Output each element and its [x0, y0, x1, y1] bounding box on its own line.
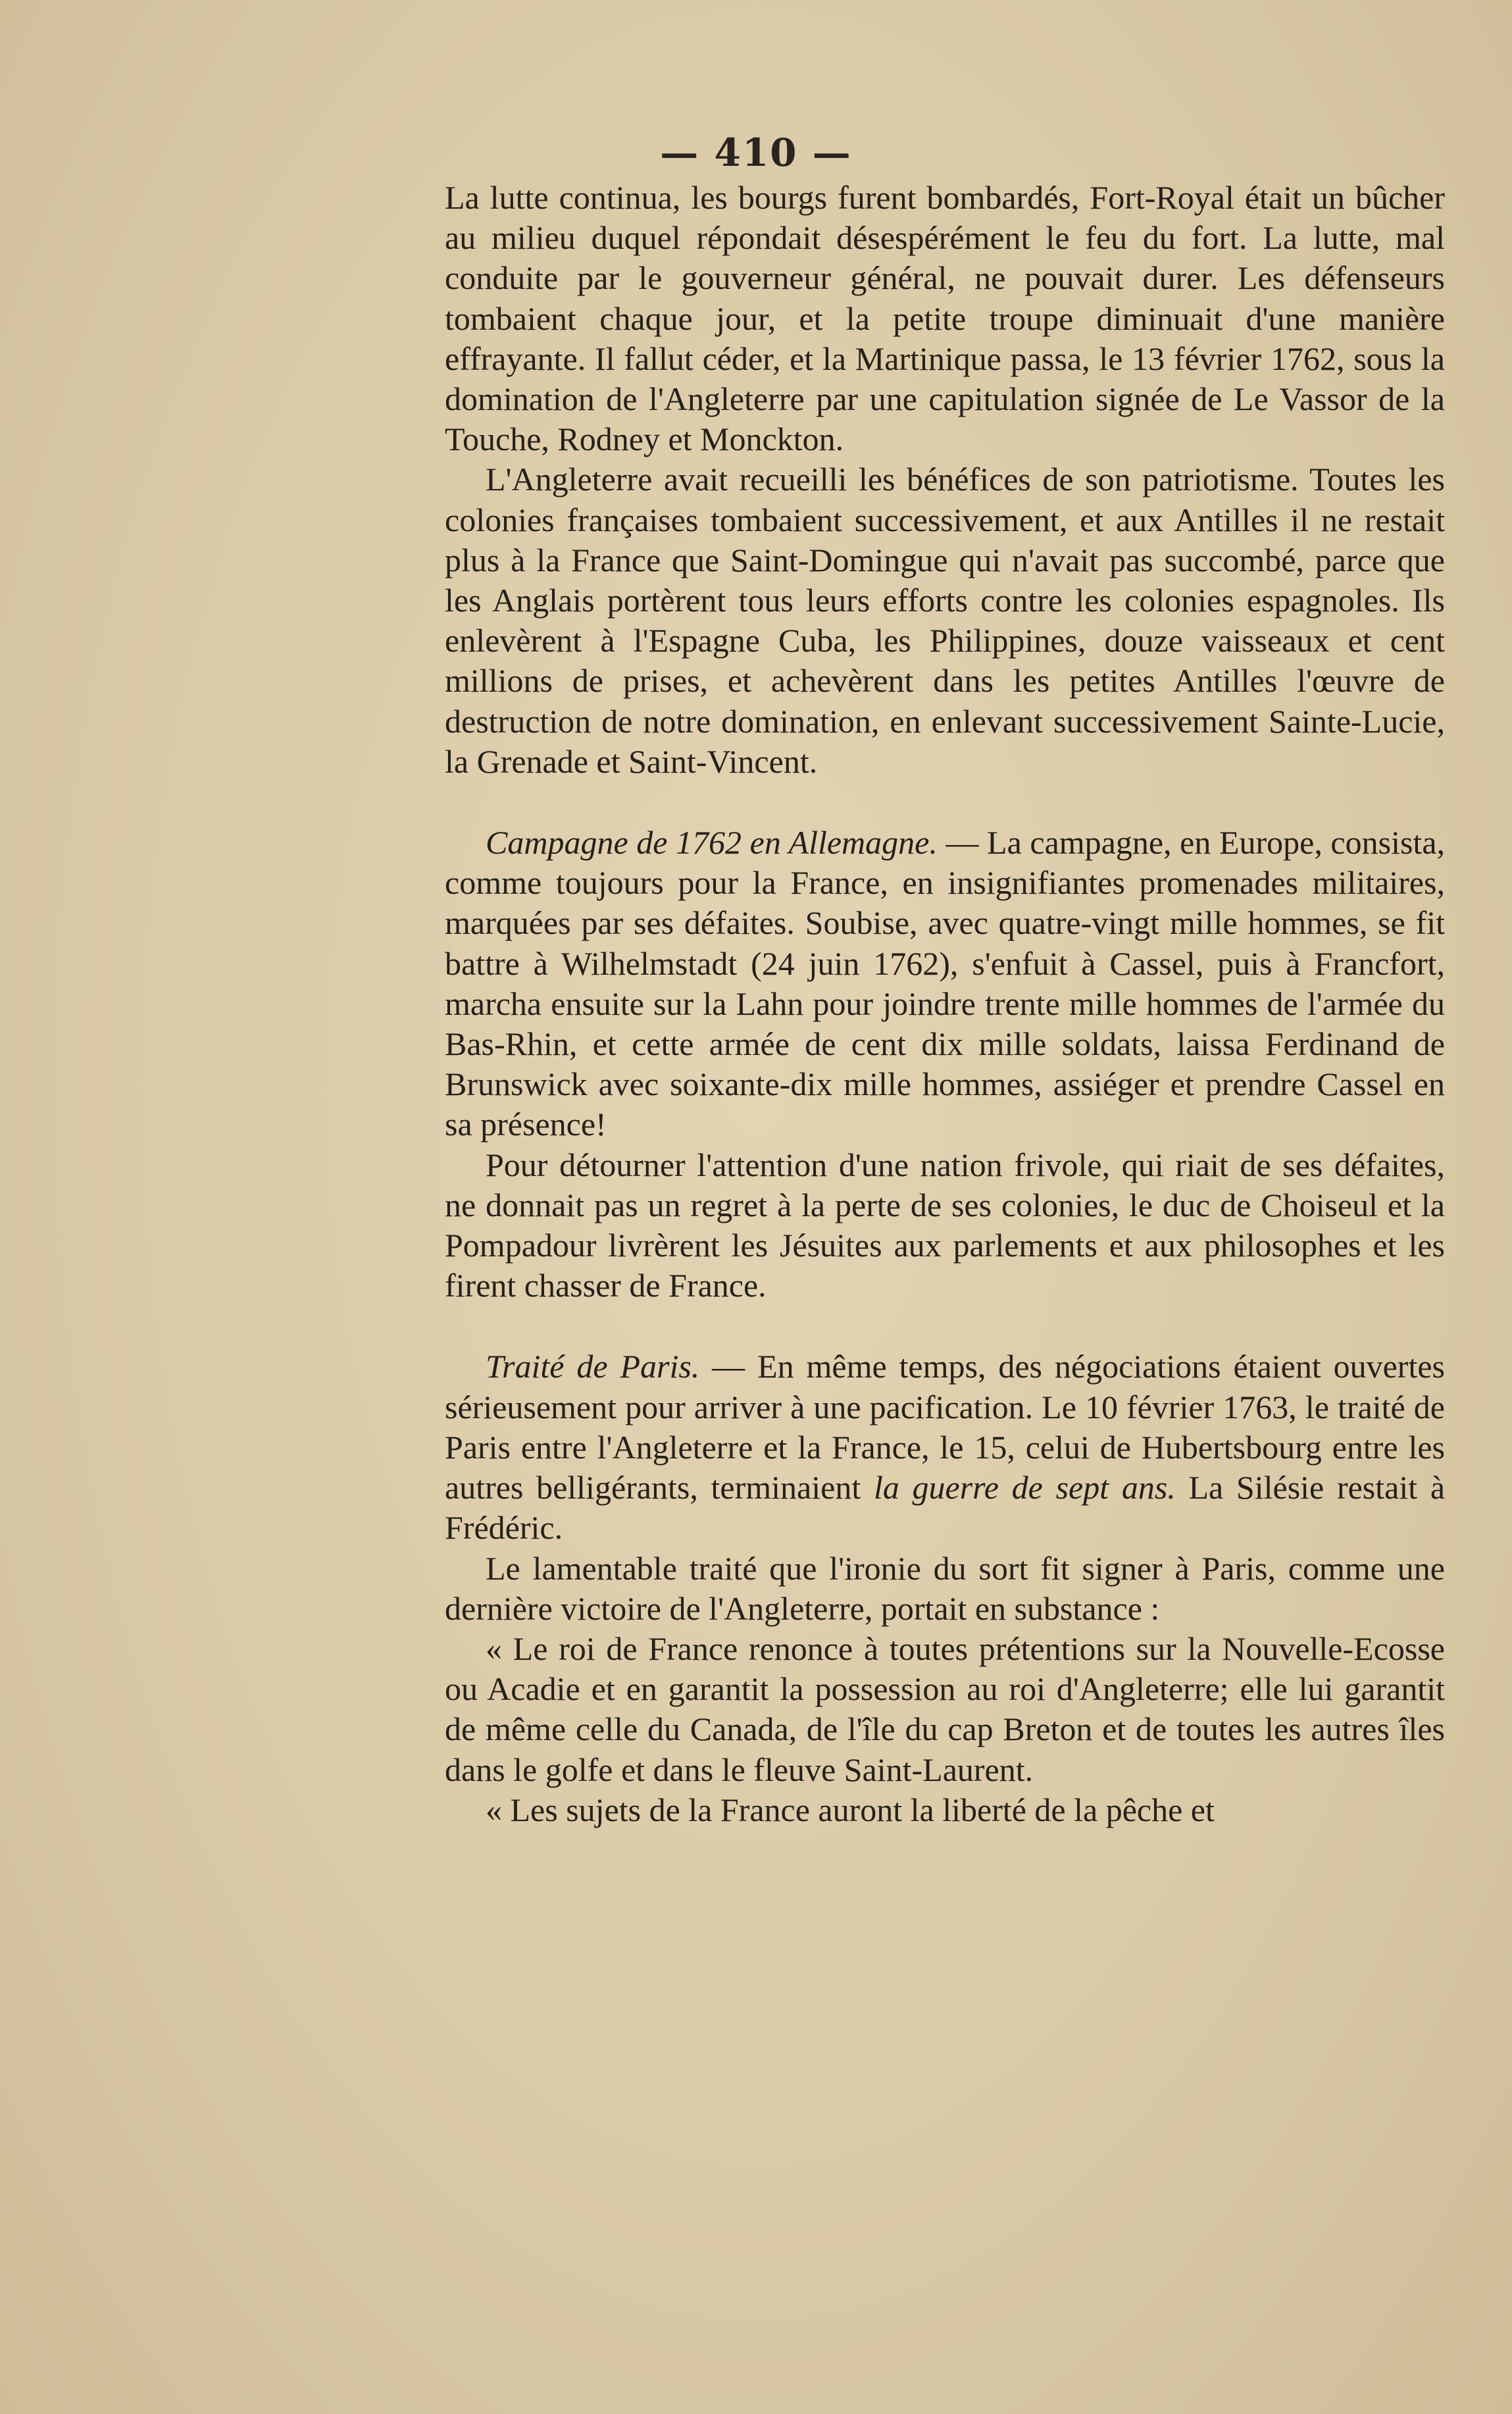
quote-paragraph-2: « Les sujets de la France auront la liberté de la pêche et [486, 1791, 1215, 1828]
section-traite-de-paris [445, 1347, 1445, 1548]
quote-paragraph-1: « Le roi de France renonce à toutes prétentions sur la Nouvelle-Ecosse ou Acadie et en garantit la possession au roi d'Angleterre; elle lui garantit de même celle du Canada, de l'île du cap Breton et de toutes les autres îles dans le golfe et dans le fleuve Saint-Laurent. [445, 1630, 1445, 1788]
section-title-campagne: Campagne de 1762 en Allemagne. [486, 824, 938, 861]
paragraph-lamentable-traite: Le lamentable traité que l'ironie du sort fit signer à Paris, comme une dernière victoire de l'Angleterre, portait en substance : [445, 1549, 1445, 1627]
section-text-campagne: — La campagne, en Europe, consista, comme toujours pour la France, en insignifiantes promenades militaires, marquées par ses défaites. Soubise, avec quatre-vingt mille hommes, se fit battre à Wilhelmstadt (24 juin 1762), s'enfuit à Cassel, puis à Francfort, marcha ensuite sur la Lahn pour joindre trente mille hommes de l'armée du Bas-Rhin, et cette armée de cent dix mille soldats, laissa Ferdinand de Brunswick avec soixante-dix mille hommes, assiéger et prendre Cassel en sa présence! [445, 824, 1446, 1143]
paragraph-jesuites: Pour détourner l'attention d'une nation frivole, qui riait de ses défaites, ne donnait pas un regret à la perte de ses colonies, le duc de Choiseul et la Pompadour livrèrent les Jésuites aux parlements et aux philosophes et les firent chasser de France. [445, 1146, 1445, 1304]
page-number: — 410 — [660, 130, 852, 175]
section-title-traite: Traité de Paris. [486, 1348, 700, 1385]
paragraph-martinique: La lutte continua, les bourgs furent bombardés, Fort-Royal était un bûcher au milieu duquel répondait désespérément le feu du fort. La lutte, mal conduite par le gouverneur général, ne pouvait durer. Les défenseurs tombaient chaque jour, et la petite troupe diminuait d'une manière effrayante. Il fallut céder, et la Martinique passa, le 13 février 1762, sous la domination de l'Angleterre par une capitulation signée de Le Vassor de la Touche, Rodney et Monckton. [445, 179, 1445, 458]
body-text [445, 178, 1445, 1830]
section-text-traite-em: la guerre de sept ans. [873, 1469, 1176, 1506]
paragraph-angleterre: L'Angleterre avait recueilli les bénéfices de son patriotisme. Toutes les colonies françaises tombaient successivement, et aux Antilles il ne restait plus à la France que Saint-Domingue qui n'avait pas succombé, parce que les Anglais portèrent tous leurs efforts contre les colonies espagnoles. Ils enlevèrent à l'Espagne Cuba, les Philippines, douze vaisseaux et cent millions de prises, et achevèrent dans les petites Antilles l'œuvre de destruction de notre domination, en enlevant successivement Sainte-Lucie, la Grenade et Saint-Vincent. [445, 461, 1445, 780]
section-text-traite-b: La Silésie restait à Frédéric. [445, 1469, 1446, 1547]
section-campagne-1762 [445, 823, 1445, 1145]
section-text-traite-a: — En même temps, des négociations étaient ouvertes sérieusement pour arriver à une pacification. Le 10 février 1763, le traité de Paris entre l'Angleterre et la France, le 15, celui de Hubertsbourg entre les autres belligérants, terminaient [445, 1348, 1445, 1506]
